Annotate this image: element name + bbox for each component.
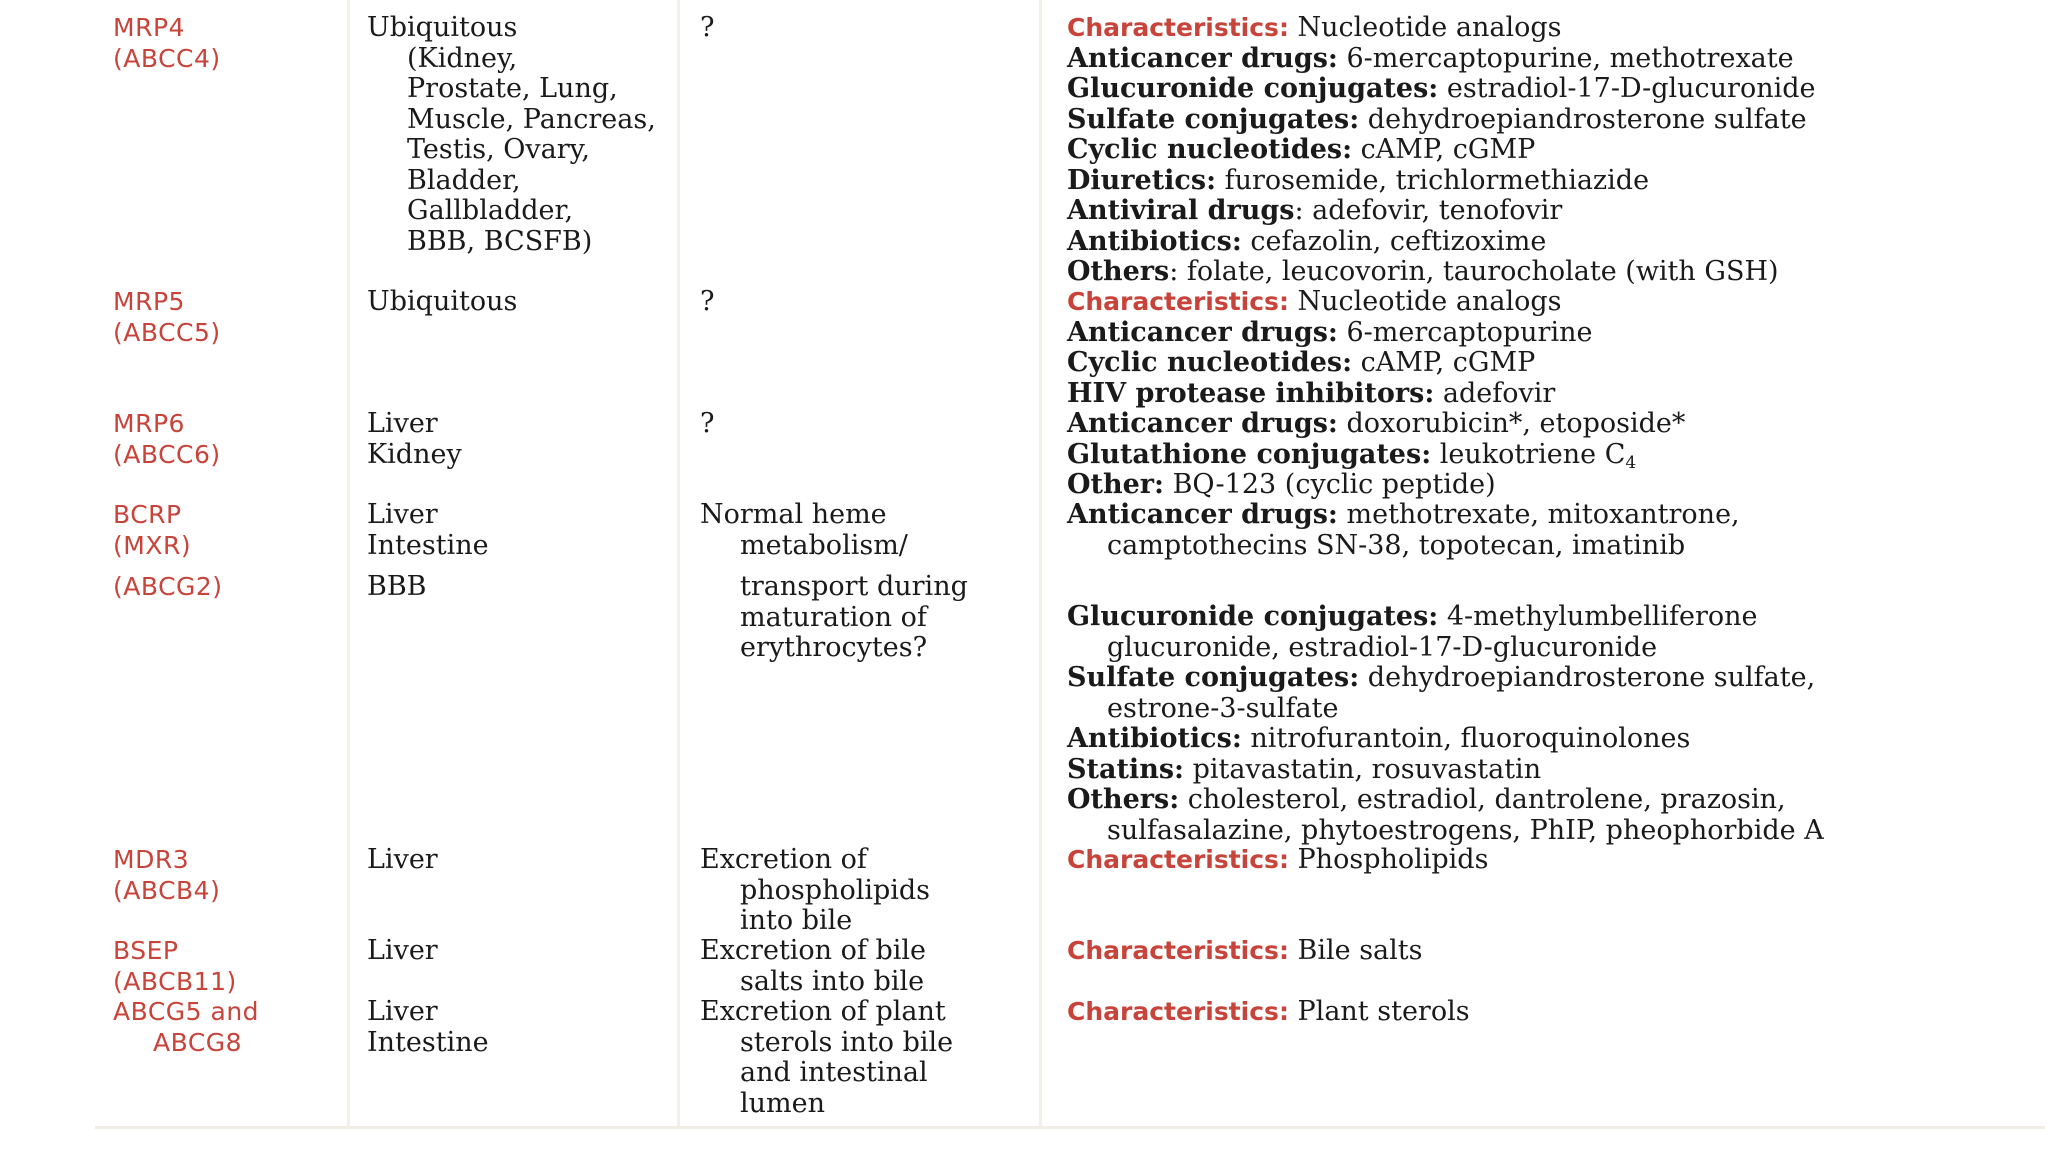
tissue-distribution: BBB — [367, 571, 427, 602]
substrates: Glucuronide conjugates: 4-methylumbelliferone glucuronide, estradiol-17-D-glucuronide Sulfate conjugates: dehydroepiandrosterone sulfate, estrone-3-sulfate Antibiotics: nitrofurantoin, fluoroquinolones Statins: pitavastatin, rosuvastatin Others: cholesterol, estradiol, dantrolene, prazosin, sulfasalazine, phytoestrogens, PhIP, pheophorbide A — [1067, 601, 1824, 846]
substrates: Characteristics: Bile salts — [1067, 935, 1423, 966]
substrates: Anticancer drugs: methotrexate, mitoxantrone, camptothecins SN-38, topotecan, imatinib — [1067, 499, 1740, 561]
transporter-name: MDR3 (ABCB4) — [113, 845, 221, 905]
tissue-distribution: Liver Intestine — [367, 996, 489, 1058]
tissue-distribution: Liver — [367, 844, 438, 875]
physiological-function: Normal heme metabolism/ — [700, 499, 908, 561]
tissue-distribution: Liver Kidney — [367, 408, 462, 470]
substrates: Characteristics: Nucleotide analogs Anticancer drugs: 6-mercaptopurine Cyclic nucleotides: cAMP, cGMP HIV protease inhibitors: adefovir — [1067, 286, 1593, 409]
physiological-function: ? — [700, 408, 715, 439]
transporter-name: MRP4 (ABCC4) — [113, 13, 221, 73]
tissue-distribution: Liver — [367, 935, 438, 966]
transporter-name: BCRP (MXR) — [113, 500, 192, 560]
substrates: Anticancer drugs: doxorubicin*, etoposide* Glutathione conjugates: leukotriene $C_4$ Other: BQ-123 (cyclic peptide) — [1067, 408, 1686, 500]
physiological-function: transport during maturation of erythrocytes? — [740, 571, 968, 663]
physiological-function: Excretion of plant sterols into bile and intestinal lumen — [700, 996, 954, 1119]
tissue-distribution: Ubiquitous (Kidney, Prostate, Lung, Muscle, Pancreas, Testis, Ovary, Bladder, Gallbladder, BBB, BCSFB) — [367, 12, 656, 257]
transporter-name: (ABCG2) — [113, 572, 223, 601]
table-bottom-rule — [95, 1126, 2045, 1129]
transporter-name: MRP6 (ABCC6) — [113, 409, 221, 469]
transporter-name: ABCG5 and ABCG8 — [113, 997, 260, 1057]
column-divider — [347, 0, 350, 1128]
transporter-name: MRP5 (ABCC5) — [113, 287, 221, 347]
substrates: Characteristics: Plant sterols — [1067, 996, 1470, 1027]
substrates: Characteristics: Nucleotide analogs Anticancer drugs: 6-mercaptopurine, methotrexate Glucuronide conjugates: estradiol-17-D-glucuronide Sulfate conjugates: dehydroepiandrosterone sulfate Cyclic nucleotides: cAMP, cGMP Diuretics: furosemide, trichlormethiazide Antiviral drugs: adefovir, tenofovir Antibiotics: cefazolin, ceftizoxime Others: folate, leucovorin, taurocholate (with GSH) — [1067, 12, 1816, 287]
transporter-table — [95, 0, 2035, 1130]
tissue-distribution: Liver Intestine — [367, 499, 489, 561]
physiological-function: Excretion of bile salts into bile — [700, 935, 927, 997]
column-divider — [677, 0, 680, 1128]
transporter-name: BSEP (ABCB11) — [113, 936, 237, 996]
tissue-distribution: Ubiquitous — [367, 286, 518, 317]
substrates: Characteristics: Phospholipids — [1067, 844, 1489, 875]
physiological-function: ? — [700, 12, 715, 43]
physiological-function: Excretion of phospholipids into bile — [700, 844, 931, 936]
physiological-function: ? — [700, 286, 715, 317]
